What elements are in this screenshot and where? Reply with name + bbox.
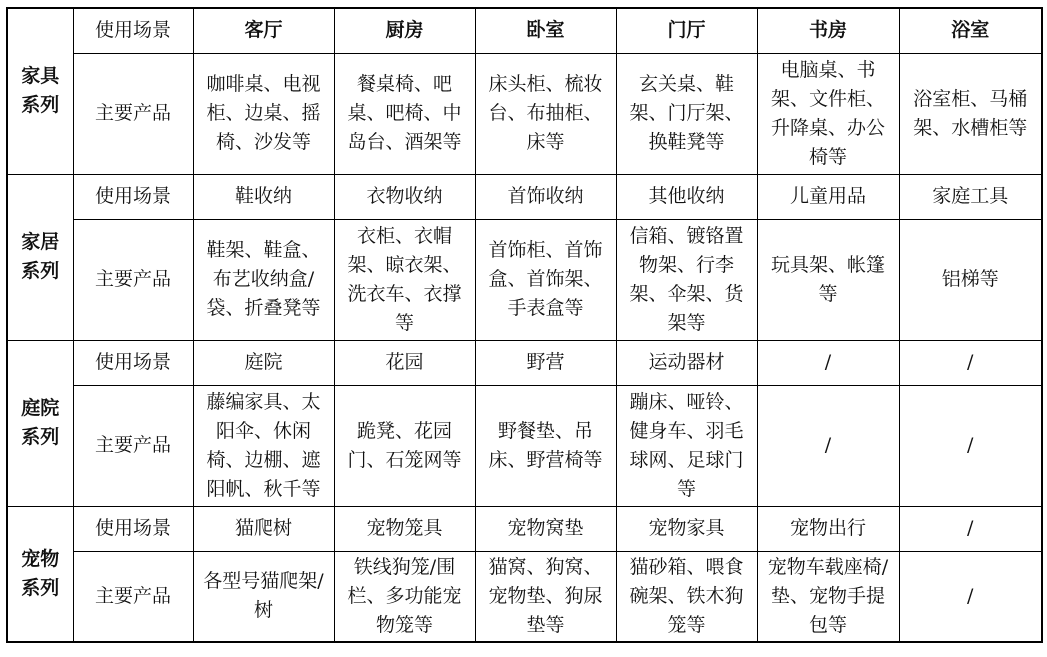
table-row: [7, 219, 1042, 340]
table-cell: /: [757, 385, 899, 506]
table-cell: 各型号猫爬架/树: [193, 551, 334, 642]
table-row: [7, 340, 1042, 385]
column-header-bedroom: 卧室: [475, 8, 616, 53]
table-cell: 藤编家具、太阳伞、休闲椅、边棚、遮阳帆、秋千等: [193, 385, 334, 506]
table-cell: /: [899, 551, 1042, 642]
series-label: 家具系列: [21, 65, 60, 117]
table-cell: 蹦床、哑铃、健身车、羽毛球网、足球门等: [616, 385, 757, 506]
column-header-living-room: 客厅: [193, 8, 334, 53]
column-header-study: 书房: [757, 8, 899, 53]
table-cell: 运动器材: [616, 340, 757, 385]
table-cell: 信箱、镀铬置物架、行李架、伞架、货架等: [616, 219, 757, 340]
column-header-foyer: 门厅: [616, 8, 757, 53]
table-cell: 玄关桌、鞋架、门厅架、换鞋凳等: [616, 53, 757, 174]
table-cell: 鞋架、鞋盒、布艺收纳盒/袋、折叠凳等: [193, 219, 334, 340]
table-cell: 餐桌椅、吧桌、吧椅、中岛台、酒架等: [334, 53, 475, 174]
row-header-scene: 使用场景: [73, 8, 193, 53]
column-header-kitchen: 厨房: [334, 8, 475, 53]
table-row: [7, 8, 1042, 53]
table-cell: 衣柜、衣帽架、晾衣架、洗衣车、衣撑等: [334, 219, 475, 340]
row-header-scene: 使用场景: [73, 174, 193, 219]
table-cell: /: [757, 340, 899, 385]
row-header-scene: 使用场景: [73, 506, 193, 551]
table-cell: 家庭工具: [899, 174, 1042, 219]
table-cell: 电脑桌、书架、文件柜、升降桌、办公椅等: [757, 53, 899, 174]
table-cell: 跪凳、花园门、石笼网等: [334, 385, 475, 506]
row-header-scene: 使用场景: [73, 340, 193, 385]
series-cell-garden: [7, 340, 73, 506]
table-cell: 床头柜、梳妆台、布抽柜、床等: [475, 53, 616, 174]
table-row: [7, 53, 1042, 174]
product-table: [6, 7, 1043, 643]
table-row: [7, 551, 1042, 642]
row-header-products: 主要产品: [73, 551, 193, 642]
table-cell: 猫窝、狗窝、宠物垫、狗尿垫等: [475, 551, 616, 642]
table-cell: 首饰柜、首饰盒、首饰架、手表盒等: [475, 219, 616, 340]
table-cell: 首饰收纳: [475, 174, 616, 219]
table-cell: /: [899, 506, 1042, 551]
table-cell: 玩具架、帐篷等: [757, 219, 899, 340]
series-cell-pet: [7, 506, 73, 642]
table-cell: 浴室柜、马桶架、水槽柜等: [899, 53, 1042, 174]
table-cell: 儿童用品: [757, 174, 899, 219]
row-header-products: 主要产品: [73, 53, 193, 174]
table-row: [7, 174, 1042, 219]
table-cell: 宠物家具: [616, 506, 757, 551]
table-cell: 野餐垫、吊床、野营椅等: [475, 385, 616, 506]
table-cell: 鞋收纳: [193, 174, 334, 219]
table-cell: /: [899, 385, 1042, 506]
table-cell: 宠物出行: [757, 506, 899, 551]
table-cell: 野营: [475, 340, 616, 385]
column-header-bathroom: 浴室: [899, 8, 1042, 53]
table-cell: 其他收纳: [616, 174, 757, 219]
table-cell: 庭院: [193, 340, 334, 385]
table-cell: 猫爬树: [193, 506, 334, 551]
table-cell: 宠物笼具: [334, 506, 475, 551]
table-cell: 铝梯等: [899, 219, 1042, 340]
series-label: 庭院系列: [21, 397, 60, 448]
table-row: [7, 385, 1042, 506]
table-cell: 猫砂箱、喂食碗架、铁木狗笼等: [616, 551, 757, 642]
row-header-products: 主要产品: [73, 219, 193, 340]
series-label: 宠物系列: [21, 547, 60, 599]
table-cell: 咖啡桌、电视柜、边桌、摇椅、沙发等: [193, 53, 334, 174]
series-cell-home: [7, 174, 73, 340]
table-cell: 宠物窝垫: [475, 506, 616, 551]
table-cell: 花园: [334, 340, 475, 385]
table-cell: /: [899, 340, 1042, 385]
series-label: 家居系列: [21, 231, 60, 282]
series-cell-furniture: [7, 8, 73, 174]
table-cell: 宠物车载座椅/垫、宠物手提包等: [757, 551, 899, 642]
table-cell: 衣物收纳: [334, 174, 475, 219]
table-cell: 铁线狗笼/围栏、多功能宠物笼等: [334, 551, 475, 642]
table-row: [7, 506, 1042, 551]
row-header-products: 主要产品: [73, 385, 193, 506]
